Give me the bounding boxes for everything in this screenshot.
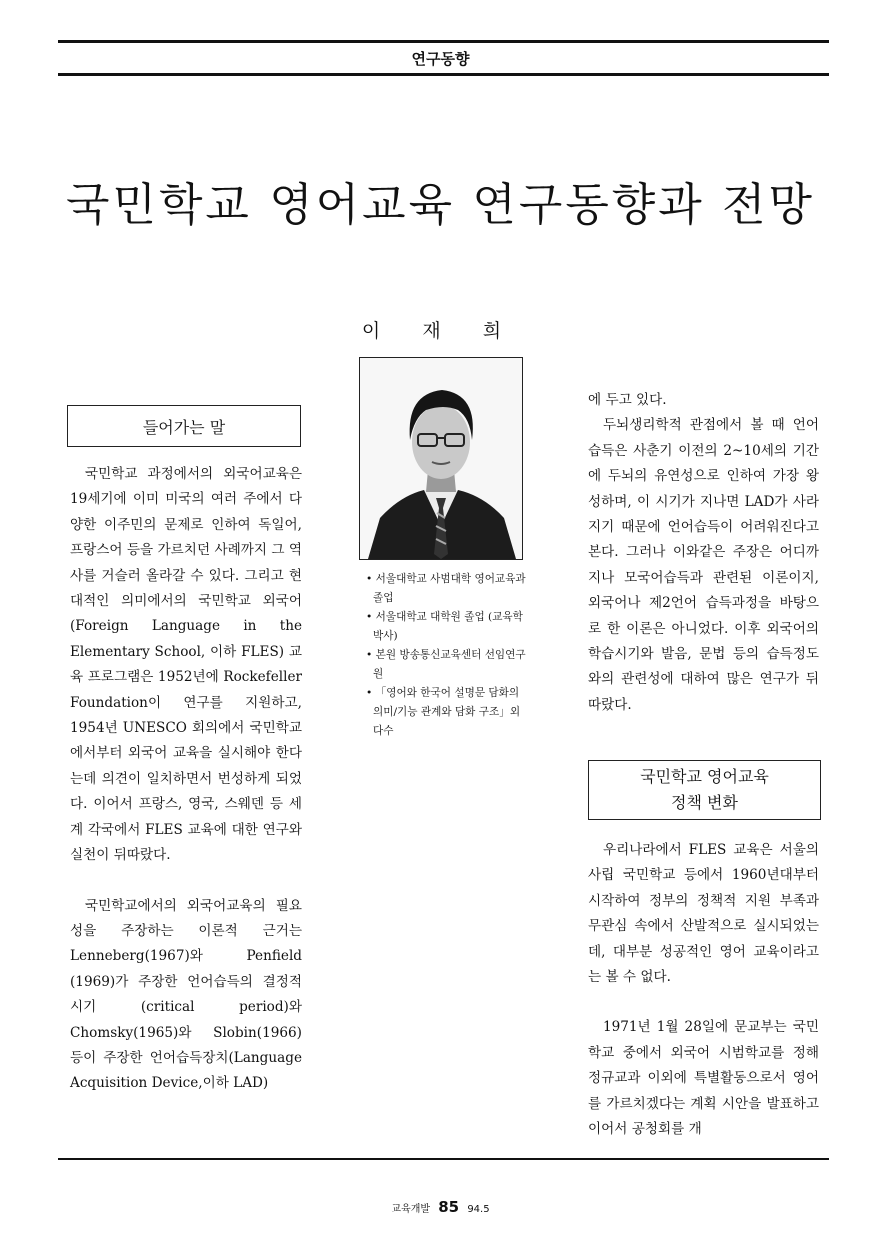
paragraph: 우리나라에서 FLES 교육은 서울의 사립 국민학교 등에서 1960년대부터 시작하여 정부의 정책적 지원 부족과 무관심 속에서 산발적으로 실시되었는데, 대부분 성공적인 영어 교육이라고는 볼 수 없다. — [588, 842, 819, 986]
author-photo — [359, 357, 523, 560]
section-heading-policy — [588, 760, 821, 820]
top-rule-lower — [58, 73, 829, 76]
bio-item-text: 본원 방송통신교육센터 선임연구원 — [373, 649, 526, 680]
section-heading-policy-line1: 국민학교 영어교육 — [640, 767, 769, 786]
bio-item: • 「영어와 한국어 설명문 담화의 의미/기능 관계와 담화 구조」외 다수 — [366, 687, 521, 737]
bio-item-text: 「영어와 한국어 설명문 담화의 의미/기능 관계와 담화 구조」외 다수 — [373, 687, 521, 737]
bio-item: • 서울대학교 사범대학 영어교육과 졸업 — [366, 573, 526, 604]
author-name: 이 재 희 — [361, 320, 520, 342]
right-column-top — [588, 388, 819, 718]
page-number: 85 — [438, 1198, 460, 1216]
paragraph-continuation: 에 두고 있다. — [588, 392, 667, 408]
author-bio-list — [366, 570, 526, 741]
right-column-bottom — [588, 838, 819, 1142]
article-title: 국민학교 영어교육 연구동향과 전망 — [66, 178, 815, 231]
top-rule — [58, 40, 829, 43]
left-column — [70, 462, 302, 1097]
bottom-rule — [58, 1158, 829, 1160]
paragraph: 두뇌생리학적 관점에서 볼 때 언어 습득은 사춘기 이전의 2~10세의 기간에 두뇌의 유연성으로 인하여 가장 왕성하며, 이 시기가 지나면 LAD가 사라지기 때문에 언어습득이 어려워진다고 본다. 그러나 이와같은 주장은 어디까지나 모국어습득과 관련된 이론이지, 외국어나 제2언어 습득과정을 바탕으로 한 이론은 아니었다. 이후 외국어의 학습시기와 발음, 문법 등의 습득정도와의 관련성에 대하여 많은 연구가 뒤따랐다. — [588, 417, 819, 713]
bio-item: • 서울대학교 대학원 졸업 (교육학박사) — [366, 611, 523, 642]
section-heading-intro — [67, 405, 301, 447]
issue-number: 94.5 — [467, 1204, 490, 1215]
paragraph: 국민학교에서의 외국어교육의 필요성을 주장하는 이론적 근거는 Lenneberg(1967)와 Penfield (1969)가 주장한 언어습득의 결정적 시기 (critical period)와 Chomsky(1965)와 Slobin(1966) 등이 주장한 언어습득장치(Language Acquisition Device,이하 LAD) — [70, 897, 302, 1092]
page-footer — [0, 1198, 881, 1216]
bio-item-text: 서울대학교 대학원 졸업 (교육학박사) — [373, 611, 523, 642]
section-label: 연구동향 — [411, 50, 470, 68]
paragraph: 1971년 1월 28일에 문교부는 국민학교 중에서 외국어 시범학교를 정해 정규교과 이외에 특별활동으로서 영어를 가르치겠다는 계획 시안을 발표하고 이어서 공청회를 개 — [588, 1019, 819, 1138]
bio-item: • 본원 방송통신교육센터 선임연구원 — [366, 649, 526, 680]
section-heading-intro-text: 들어가는 말 — [142, 417, 226, 437]
author-portrait-image — [360, 358, 522, 559]
section-heading-policy-line2: 정책 변화 — [671, 793, 738, 812]
bio-item-text: 서울대학교 사범대학 영어교육과 졸업 — [373, 573, 526, 604]
journal-name: 교육개발 — [391, 1204, 431, 1215]
paragraph: 국민학교 과정에서의 외국어교육은 19세기에 이미 미국의 여러 주에서 다양한 이주민의 문제로 인하여 독일어, 프랑스어 등을 가르치던 사례까지 그 역사를 거슬러 올라갈 수 있다. 그리고 현대적인 의미에서의 국민학교 외국어(Foreign Language in the Elementary School, 이하 FLES) 교육 프로그램은 1952년에 Rockefeller Foundation이 연구를 지원하고, 1954년 UNESCO 회의에서 국민학교에서부터 외국어 교육을 실시해야 한다는데 의견이 일치하면서 번성하게 되었다. 이어서 프랑스, 영국, 스웨덴 등 세계 각국에서 FLES 교육에 대한 연구와 실천이 뒤따랐다. — [70, 466, 302, 864]
